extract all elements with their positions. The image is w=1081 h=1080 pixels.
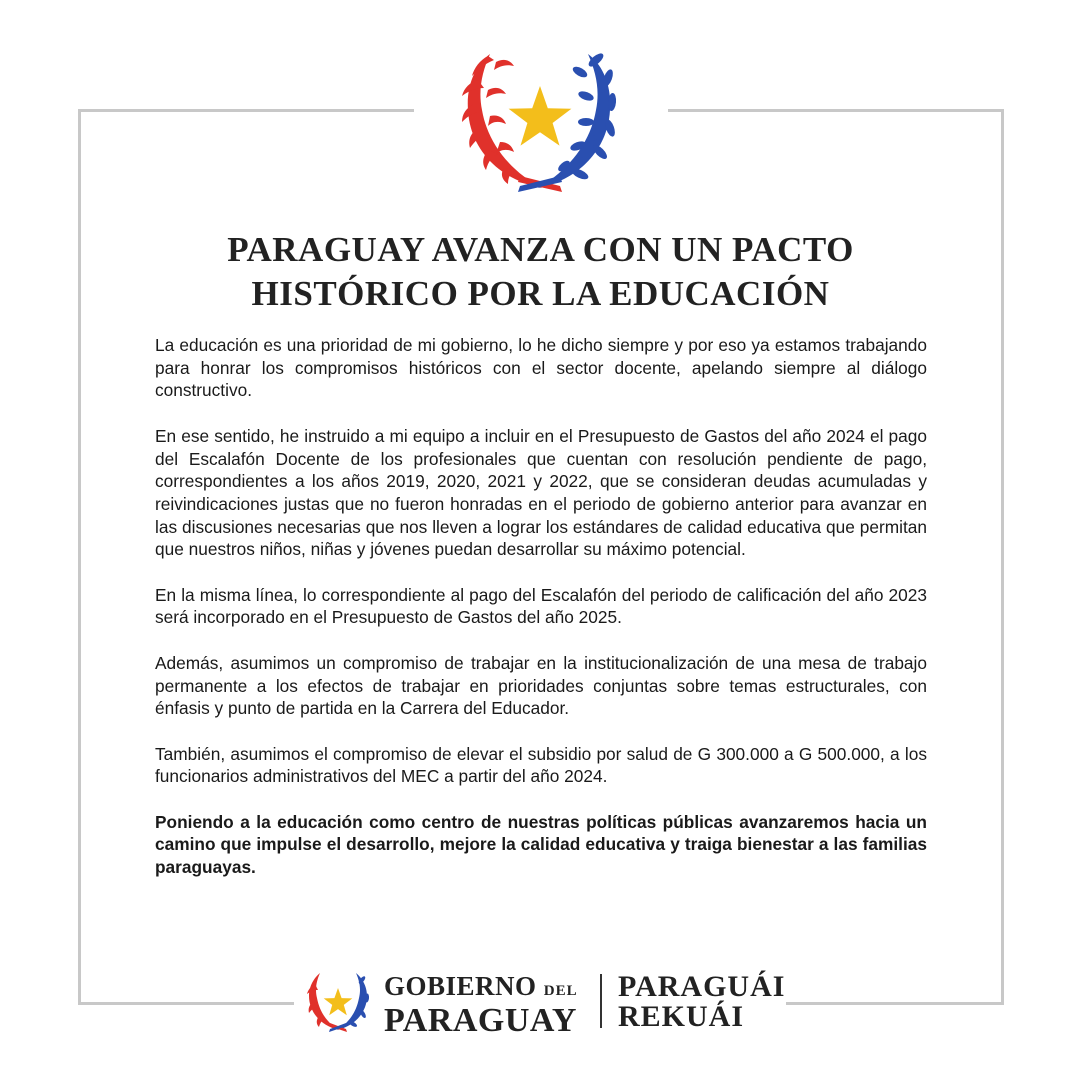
- frame-right: [1001, 109, 1004, 1005]
- paragraph: También, asumimos el compromiso de elevar el subsidio por salud de G 300.000 a G 500.000, a los funcionarios administrativos del MEC a partir del año 2024.: [155, 743, 927, 787]
- footer-divider: [600, 974, 602, 1028]
- footer-logo: [305, 968, 785, 1038]
- frame-bottom-left: [78, 1002, 294, 1005]
- paragraph: En ese sentido, he instruido a mi equipo a incluir en el Presupuesto de Gastos del año 2024 el pago del Escalafón Docente de los profesionales que cuentan con resolución pendiente de pago, correspondientes a los años 2019, 2020, 2021 y 2022, que se consideran deudas acumuladas y reivindicaciones justas que no fueron honradas en el periodo de gobierno anterior para avanzar en las discusiones necesarias que nos lleven a lograr los estándares de calidad educativa que permitan que nuestros niños, niñas y jóvenes puedan desarrollar su máximo potencial.: [155, 425, 927, 560]
- paraguai-text: PARAGUÁI: [618, 970, 786, 1003]
- gobierno-text: GOBIERNO: [384, 971, 537, 1001]
- title-line-1: PARAGUAY AVANZA CON UN PACTO: [227, 230, 854, 269]
- paraguay-text: PARAGUAY: [384, 1002, 577, 1039]
- paragraph: La educación es una prioridad de mi gobierno, lo he dicho siempre y por eso ya estamos trabajando para honrar los compromisos históricos con el sector docente, apelando siempre al diálogo constructivo.: [155, 335, 927, 401]
- frame-top-right: [668, 109, 1004, 112]
- closing-paragraph: Poniendo a la educación como centro de nuestras políticas públicas avanzaremos hacia un camino que impulse el desarrollo, mejore la calidad educativa y traiga bienestar a las familias paraguayas.: [155, 811, 927, 878]
- rekuai-text: REKUÁI: [618, 1000, 745, 1033]
- paragraph: Además, asumimos un compromiso de trabajar en la institucionalización de una mesa de trabajo permanente a los efectos de trabajar en prioridades conjuntas sobre temas estructurales, con énfasis y punto de partida en la Carrera del Educador.: [155, 652, 927, 719]
- del-text: DEL: [543, 983, 578, 999]
- paragraph: En la misma línea, lo correspondiente al pago del Escalafón del periodo de calificación del año 2023 será incorporado en el Presupuesto de Gastos del año 2025.: [155, 584, 927, 628]
- gobierno-del-paraguay-wordmark: [384, 972, 578, 1037]
- paraguay-crest-small-icon: [305, 970, 371, 1034]
- paraguay-crest-icon: [460, 50, 620, 195]
- frame-top-left: [78, 109, 414, 112]
- paraguai-rekuai-wordmark: [618, 972, 785, 1032]
- title-line-2: HISTÓRICO POR LA EDUCACIÓN: [251, 274, 830, 313]
- page-title: [140, 228, 941, 316]
- frame-left: [78, 109, 81, 1005]
- frame-bottom-right: [786, 1002, 1004, 1005]
- statement-body: [155, 334, 927, 901]
